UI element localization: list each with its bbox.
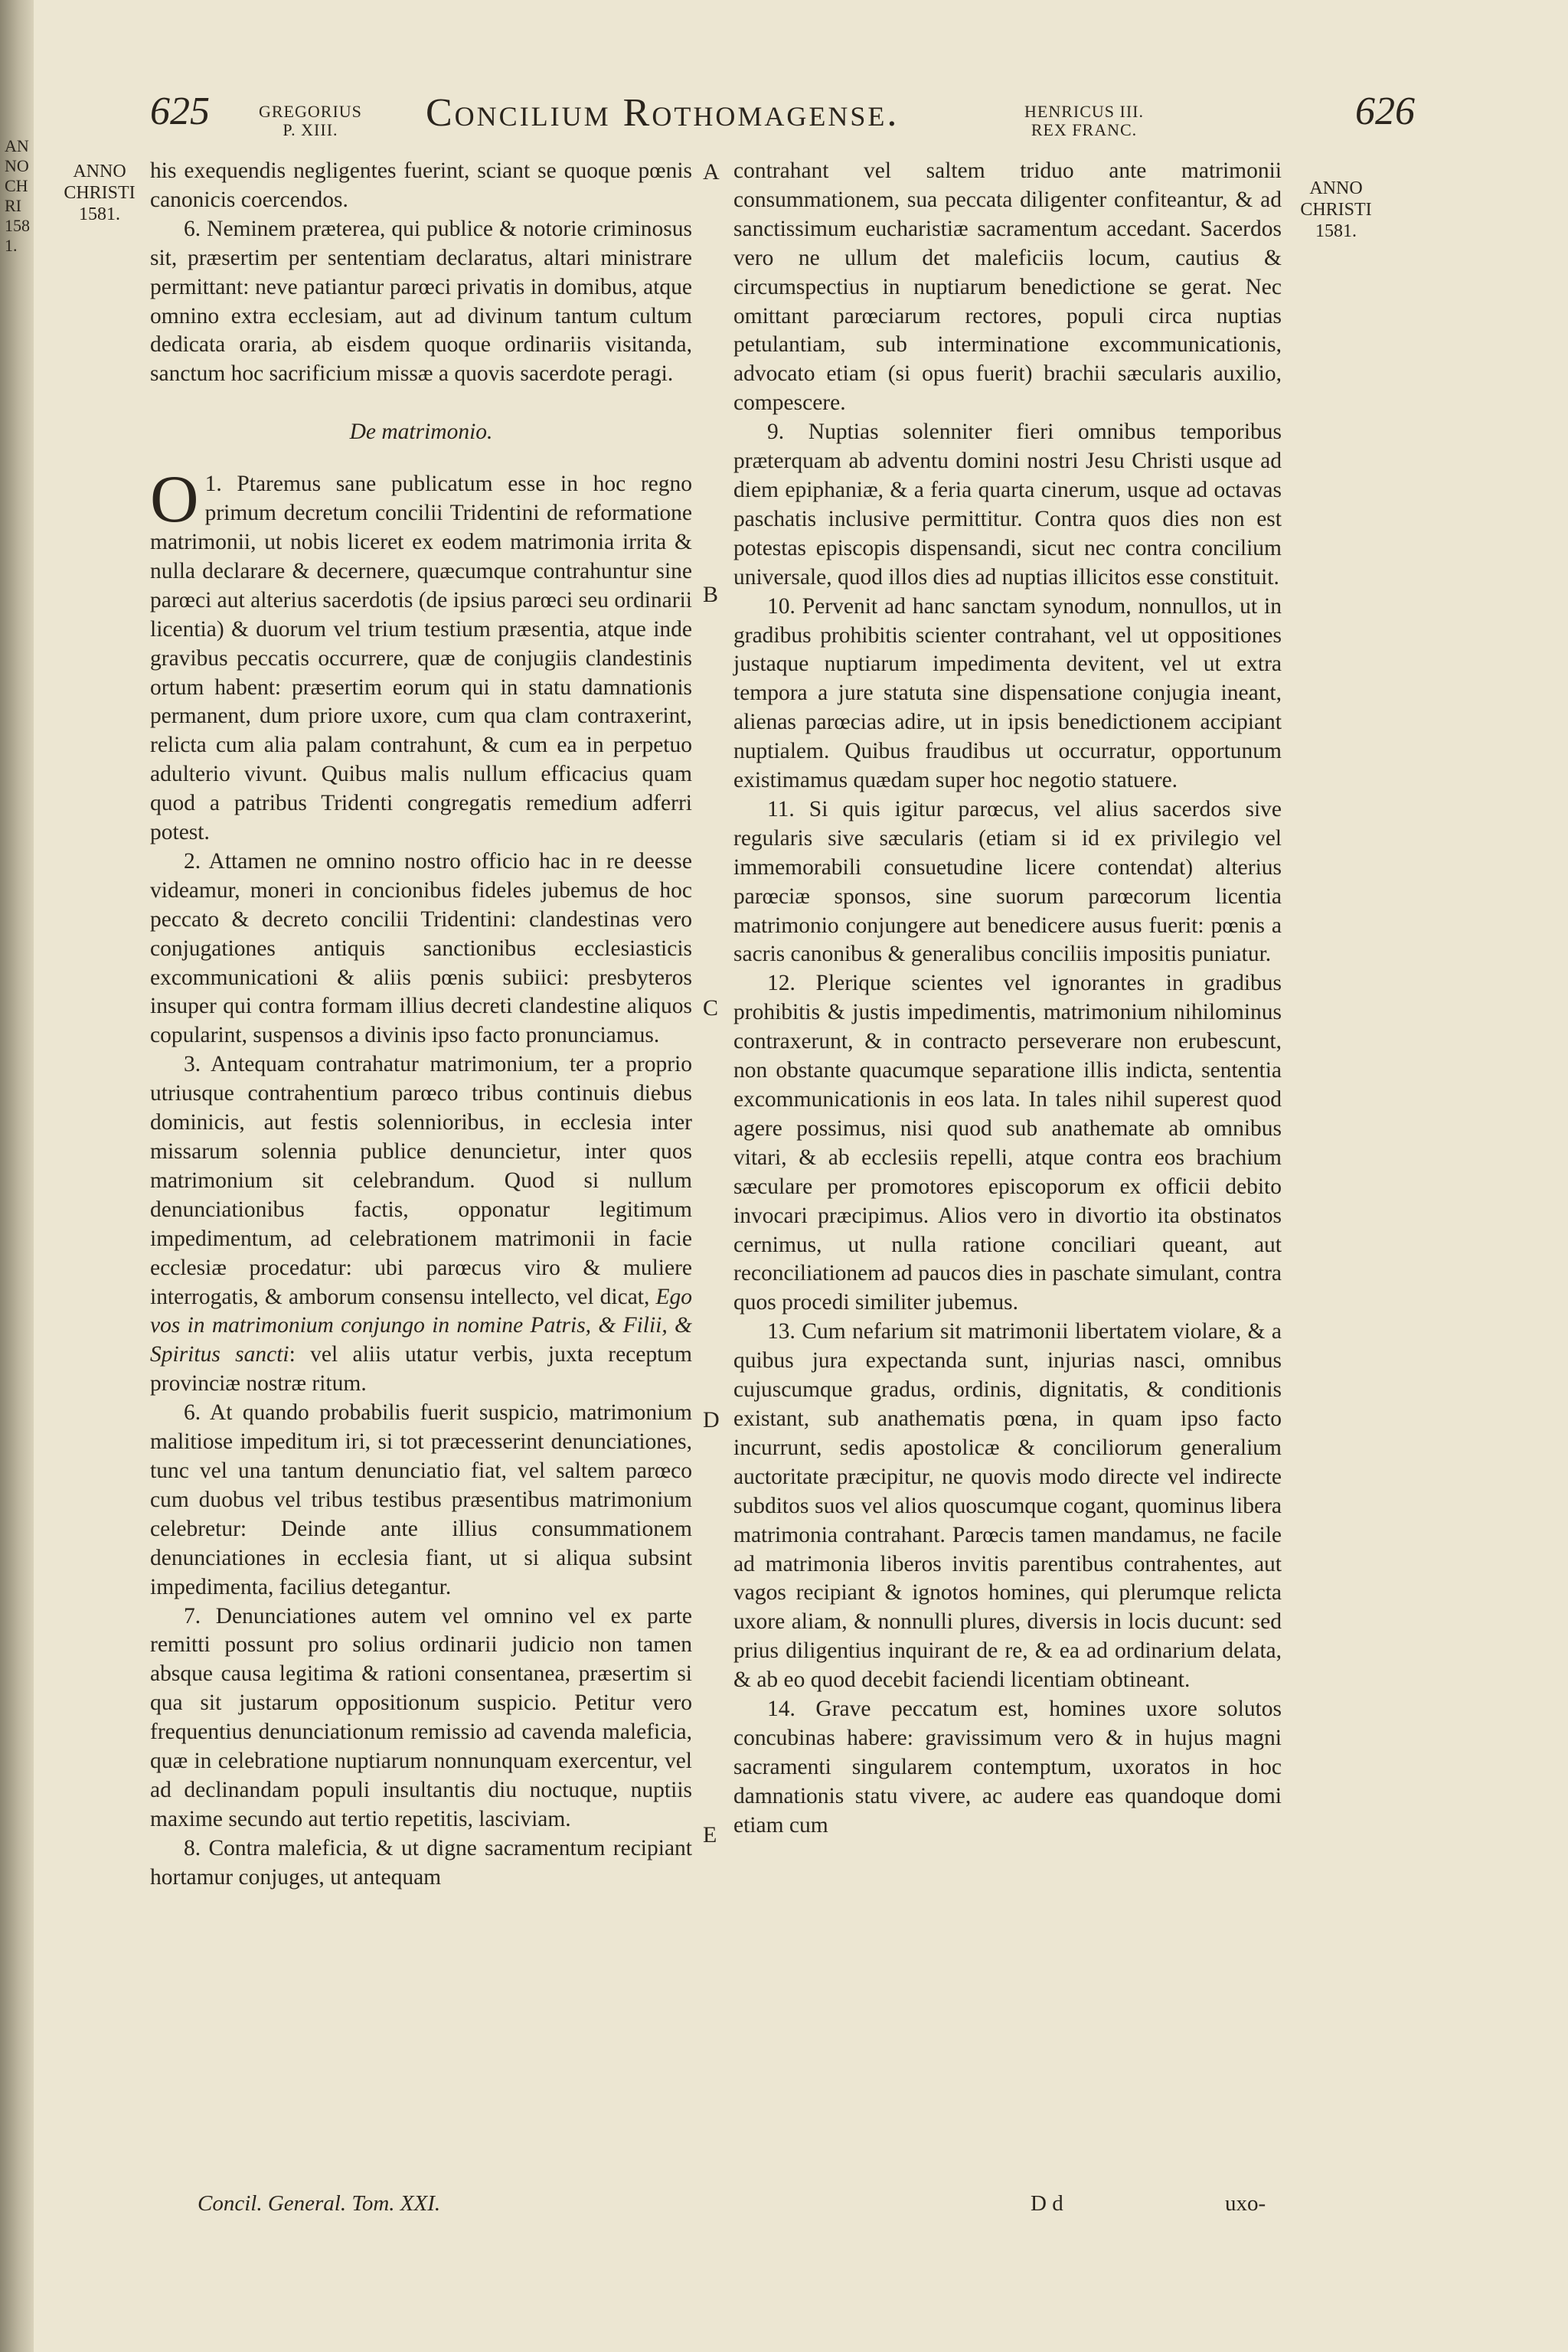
paragraph-canon-3 xyxy=(150,1050,692,1399)
king-name: HENRICUS III. xyxy=(1024,102,1144,121)
paragraph-canon-3-end: : vel aliis utatur verbis, juxta receptum provinciæ nostræ ritum. xyxy=(150,1342,692,1396)
left-column xyxy=(150,157,692,1893)
paragraph-canon-6: 6. Neminem præterea, qui publice & notorie criminosus sit, præsertim per sententiam declaratus, altari ministrare permittant: neve patiantur parœci privatis in domibus, atque omnino extra ecclesiam, aut ad divinum tantum cultum dedicata oraria, ab eisdem quoque ordinariis visitanda, sanctum hoc sacrificium missæ a quovis sacerdote peragi. xyxy=(150,216,692,387)
left-margin-year xyxy=(54,161,145,225)
right-margin-year xyxy=(1286,178,1386,242)
pope-header xyxy=(259,103,362,139)
left-margin-year-number: 1581. xyxy=(79,204,120,224)
outer-margin-note: ANNO CHRI 1581. xyxy=(5,136,30,255)
paragraph-canon-9: 9. Nuptias solenniter fieri omnibus temporibus præterquam ab adventu domini nostri Jesu Christi usque ad diem epiphaniæ, & a feria quarta cinerum, usque ad octavas paschatis inclusive permittitur. Contra quos dies non est potestas episcopis dispensandi, sicut nec contra concilium universale, quod illos dies ad nuptias illicitos esse constituit. xyxy=(733,420,1282,590)
paragraph-canon-6b: 6. At quando probabilis fuerit suspicio, matrimonium malitiose impeditum iri, si tot præcesserint denunciationes, tunc vel una tantum denunciatio fiat, vel saltem parœco cum duobus vel tribus testibus præsentibus matrimonium celebretur: Deinde ante illius consummationem denunciationes in ecclesia fiant, ut si aliqua subsint impedimenta, facilius detegantur. xyxy=(150,1400,692,1599)
paragraph-canon-7: 7. Denunciationes autem vel omnino vel ex parte remitti possunt pro solius ordinarii judicio non tamen absque causa legitima & rationi consentanea, præsertim si qua sit justarum oppositionum suspicio. Petitur vero frequentius denunciationum remissio ad cavenda maleficia, quæ in celebratione nuptiarum nonnunquam exercentur, vel ad declinandam populi insultantis diu noctuque, nuptiis maxime secundo aut tertio repetitis, lasciviam. xyxy=(150,1603,692,1831)
right-column xyxy=(733,157,1282,1841)
section-heading: De matrimonio. xyxy=(349,420,493,445)
paragraph-continuation-right: contrahant vel saltem triduo ante matrimonii consummationem, sua peccata diligenter confiteantur, & ad sanctissimum eucharistiæ sacramentum accedant. Sacerdos vero ne ullum det maleficiis locum, cautius & circumspectius in nuptiarum benedictione se gerat. Nec omittant parœciarum rectores, populi circa nuptias petulantiam, sub interminatione excommunicationis, advocato etiam (si opus fuerit) brachii sæcularis auxilio, compescere. xyxy=(733,158,1282,416)
section-letter-e: E xyxy=(703,1822,717,1847)
pope-number: P. XIII. xyxy=(283,120,338,139)
marriage-formula: Ego vos in matrimonium conjungo in nomine Patris, & Filii, & Spiritus sancti xyxy=(150,1284,692,1367)
paragraph-canon-3-text: 3. Antequam contrahatur matrimonium, ter a proprio utriusque contrahentium parœco tribus continuis diebus dominicis, aut festis solennioribus, in ecclesia inter missarum solennia publice denuncietur, inter quos matrimonium sit celebrandum. Quod si nullum denunciationibus factis, opponatur legitimum impedimentum, ad celebrationem matrimonii in facie ecclesiæ procedatur: ubi parœcus viro & muliere interrogatis, & amborum consensu intellecto, vel dicat, xyxy=(150,1052,692,1309)
paragraph-continuation: his exequendis negligentes fuerint, sciant se quoque pœnis canonicis coercendos. xyxy=(150,158,692,212)
running-title: Concilium Rothomagense. xyxy=(426,91,900,135)
king-title: REX FRANC. xyxy=(1031,120,1138,139)
left-margin-christi: CHRISTI xyxy=(64,183,136,203)
paragraph-canon-1-text: Ptaremus sane publicatum esse in hoc regno primum decretum concilii Tridentini de reformatione matrimonii, ut nobis liceret ex eodem matrimonia irrita & nulla declarare & decernere, quæcumque contrahuntur sine parœci aut alterius sacerdotis (de ipsius parœci seu ordinarii licentia) & duorum vel trium testium præsentia, atque inde gravibus peccatis occurrere, quæ de conjugiis clandestinis ortum habent: præsertim eorum qui in statu damnationis permanent, dum priore uxore, cum qua clam contraxerint, relicta cum alia palam contrahunt, & cum ea in perpetuo adulterio vivunt. Quibus malis nullum efficacius quam quod a patribus Tridenti congregatis remedium adferri potest. xyxy=(150,472,692,845)
king-header xyxy=(1024,103,1144,139)
paragraph-canon-12: 12. Plerique scientes vel ignorantes in gradibus prohibitis & justis impedimentis, matrimonium nihilominus contraxerunt, & in contracto perseverare non erubescunt, non obstante quacumque separatione illis indicta, sententia excommunicationis in eos lata. In tales nihil superest quod agere possimus, nisi quod sub anathemate ab omnibus vitari, & ab ecclesiis repelli, atque contra eos brachium sæculare per promotores episcoporum ex officii debito invocari præcipimus. Alios vero in divortio ita obstinatos cernimus, ut nulla ratione conciliari queant, aut reconciliationem ad paucos dies in paschate simulant, contra quos procedi similiter jubemus. xyxy=(733,971,1282,1315)
paragraph-canon-14: 14. Grave peccatum est, homines uxore solutos concubinas habere: gravissimum vero & in hujus magni sacramenti singularem contemptum, uxoratos in hoc damnationis statu vivere, ac audere eas quandoque domi etiam cum xyxy=(733,1697,1282,1838)
paragraph-number-1: 1. xyxy=(204,472,222,497)
footer-signature: D d xyxy=(1031,2191,1063,2216)
section-letter-c: C xyxy=(703,995,719,1021)
section-letter-b: B xyxy=(703,582,719,607)
paragraph-canon-2: 2. Attamen ne omnino nostro officio hac in re deesse videamur, moneri in concionibus fideles jubemus de hoc peccato & decreto concilii Tridentini: clandestinas vero conjugationes antiquis sanctionibus ecclesiasticis excommunicationi & aliis pœnis subiici: presbyteros insuper qui contra formam illius decreti clandestine aliquos copularint, suspensos a divinis ipso facto pronunciamus. xyxy=(150,848,692,1048)
section-letter-a: A xyxy=(703,159,720,185)
binding-gutter xyxy=(0,0,34,2352)
footer-catchword: uxo- xyxy=(1225,2191,1266,2216)
left-margin-anno: ANNO xyxy=(73,162,126,181)
right-margin-christi: CHRISTI xyxy=(1300,200,1372,220)
paragraph-canon-13: 13. Cum nefarium sit matrimonii libertatem violare, & a quibus jura expectanda sunt, injurias nasci, omnibus cujuscumque gradus, ordinis, dignitatis, & conditionis existant, sub anathematis pœna, in quam ipso facto incurrunt, sedis apostolicæ & conciliorum generalium auctoritate præcipitur, ne quovis modo directe vel indirecte subditos suos vel alios quoscumque cogant, quominus libera matrimonia contrahant. Parœcis tamen mandamus, ne facile ad matrimonia liberos invitis parentibus contrahentes, aut vagos recipiant & ignotos homines, qui plerumque relicta uxore aliam, & nonnulli plures, diversis in locis ducunt: sed prius diligentius inquirant de re, & ea ad ordinarium delata, & ab eo quod decebit faciendi licentiam obtineant. xyxy=(733,1319,1282,1693)
paragraph-canon-8: 8. Contra maleficia, & ut digne sacramentum recipiant hortamur conjuges, ut antequam xyxy=(150,1835,692,1890)
paragraph-canon-1 xyxy=(150,462,692,848)
pope-name: GREGORIUS xyxy=(259,102,362,121)
paragraph-canon-11: 11. Si quis igitur parœcus, vel alius sacerdos sive regularis sive sæcularis (etiam si id ex privilegio vel immemorabili consuetudine licere contendat) alterius parœciæ sponsos, sine suorum parœcorum licentia matrimonio conjungere aut benedicere ausus fuerit: pœnis a sacris canonibus & generalibus conciliis impositis puniatur. xyxy=(733,796,1282,967)
right-margin-year-number: 1581. xyxy=(1315,221,1357,241)
section-letter-d: D xyxy=(703,1407,720,1432)
drop-cap: O xyxy=(150,462,199,537)
page-number-left: 625 xyxy=(150,90,210,133)
paragraph-canon-10: 10. Pervenit ad hanc sanctam synodum, nonnullos, ut in gradibus prohibitis scienter contrahant, vel ut oppositiones justaque nuptiarum impedimenta devitent, vel ut extra tempora a jure statuta sine dispensatione conjugia ineant, alienas parœcias adire, ut in ipsis benedictionem accipiant nuptialem. Quibus fraudibus ut occurratur, opportunum existimamus quædam super hoc negotio statuere. xyxy=(733,593,1282,793)
right-margin-anno: ANNO xyxy=(1309,178,1363,198)
page-number-right: 626 xyxy=(1355,90,1415,133)
footer-volume: Concil. General. Tom. XXI. xyxy=(198,2191,441,2216)
